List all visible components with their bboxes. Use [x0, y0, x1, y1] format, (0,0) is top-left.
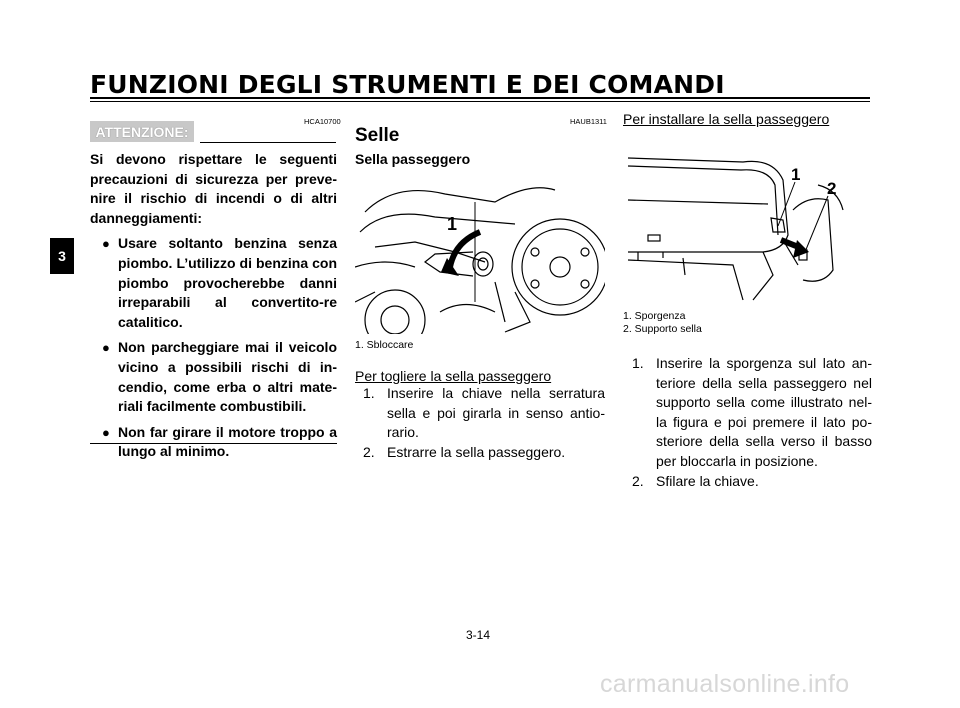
step-number: 2. [632, 472, 644, 489]
figure-callout-label-1: 1 [791, 165, 801, 184]
remove-seat-procedure [355, 368, 605, 462]
watermark: carmanualsonline.info [600, 670, 850, 698]
step-text: Sfilare la chiave. [656, 472, 759, 489]
procedure-title: Per installare la sella passeggero [623, 111, 830, 127]
install-seat-procedure [632, 354, 872, 491]
figure-captions [623, 310, 702, 335]
header-rule [90, 97, 870, 99]
warning-intro: Si devono rispettare le seguenti precauzioni di sicurezza per preve-nire il rischio di incendi o di altri danneggiamenti: [90, 151, 337, 226]
reference-code-middle: HAUB1311 [570, 117, 607, 126]
procedure-steps [363, 384, 605, 462]
list-item [363, 384, 605, 443]
list-item [632, 472, 872, 492]
list-item [90, 234, 337, 332]
header-rule-thin [90, 101, 870, 102]
section-subtitle: Sella passeggero [355, 151, 471, 167]
warning-list [90, 234, 337, 462]
seat-lock-figure [355, 172, 605, 334]
step-text: Inserire la chiave nella serratura sella e poi girarla in senso antio-rario. [387, 385, 605, 441]
bullet-icon: ● [102, 424, 110, 440]
warning-end-rule [90, 443, 337, 444]
bullet-icon: ● [102, 340, 110, 356]
step-text: Inserire la sporgenza sul lato an-teriore della sella passeggero nel supporto sella come illustrato nel-la figura e poi premere il lato po-steriore della sella verso il basso per bloccarla in posizione. [656, 355, 872, 469]
bullet-icon: ● [102, 236, 110, 252]
bullet-text: Usare soltanto benzina senza piombo. L’utilizzo di benzina con piombo provocherebbe danni irreparabili al convertito-re catalitico. [118, 235, 337, 330]
page-header-title: FUNZIONI DEGLI STRUMENTI E DEI COMANDI [90, 70, 725, 99]
attention-label: ATTENZIONE: [90, 121, 194, 142]
figure-caption: 1. Sporgenza [623, 310, 686, 322]
attention-rule [200, 142, 336, 143]
list-item [90, 338, 337, 416]
figure-caption: 2. Supporto sella [623, 322, 702, 335]
figure-callout-label-2: 2 [827, 179, 837, 198]
install-seat-procedure-title-block [623, 111, 871, 127]
step-number: 1. [632, 355, 644, 371]
warning-block [90, 150, 337, 468]
figure-caption: 1. Sbloccare [355, 339, 414, 351]
figure-callout-label: 1 [447, 214, 458, 234]
list-item [363, 443, 605, 463]
procedure-steps [632, 354, 872, 491]
bullet-text: Non parcheggiare mai il veicolo vicino a possibili rischi di in-cendio, come erba o altri mate-riali facilmente combustibili. [118, 339, 337, 415]
procedure-title: Per togliere la sella passeggero [355, 368, 552, 384]
bullet-text: Non far girare il motore troppo a lungo al minimo. [118, 423, 337, 460]
step-text: Estrarre la sella passeggero. [387, 443, 566, 460]
seat-install-figure [623, 140, 871, 305]
section-title: Selle [355, 125, 400, 146]
step-number: 2. [363, 443, 375, 460]
step-number: 1. [363, 385, 375, 401]
chapter-tab: 3 [50, 238, 74, 274]
page-number: 3-14 [466, 628, 491, 642]
list-item [632, 354, 872, 472]
reference-code-left: HCA10700 [304, 117, 341, 126]
